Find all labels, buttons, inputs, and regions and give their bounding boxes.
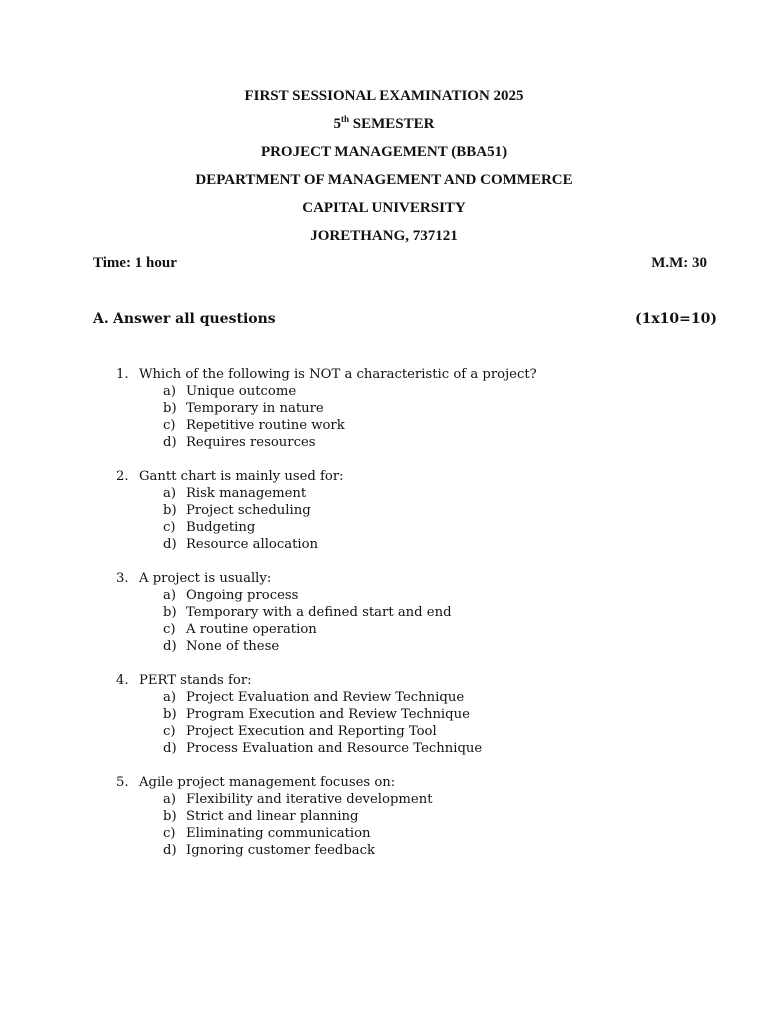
option-item [116, 621, 716, 638]
option-text: None of these [186, 639, 280, 654]
option-text: Unique outcome [186, 384, 297, 399]
option-item [116, 434, 716, 451]
question-stem [116, 366, 716, 383]
option-text: Resource allocation [186, 537, 319, 552]
option-letter: a) [163, 792, 177, 807]
option-letter: a) [163, 690, 177, 705]
university-name: CAPITAL UNIVERSITY [302, 200, 466, 216]
option-letter: d) [163, 741, 177, 756]
semester-superscript: th [341, 114, 350, 124]
question-number: 2. [116, 469, 129, 484]
exam-header [0, 86, 768, 254]
option-letter: c) [163, 418, 176, 433]
option-item [116, 638, 716, 655]
option-letter: b) [163, 401, 177, 416]
option-letter: a) [163, 588, 177, 603]
option-letter: c) [163, 826, 176, 841]
university-location: JORETHANG, 737121 [310, 228, 458, 244]
option-letter: c) [163, 520, 176, 535]
question-stem [116, 774, 716, 791]
option-text: A routine operation [186, 622, 317, 637]
question-number: 3. [116, 571, 129, 586]
option-item [116, 740, 716, 757]
option-item [116, 383, 716, 400]
question-item [116, 366, 716, 451]
option-letter: b) [163, 605, 177, 620]
section-letter: A. [93, 311, 109, 327]
question-list [116, 366, 716, 876]
course-title: PROJECT MANAGEMENT (BBA51) [260, 144, 508, 160]
exam-title: FIRST SESSIONAL EXAMINATION 2025 [244, 88, 524, 104]
question-item [116, 672, 716, 757]
option-text: Project scheduling [186, 503, 311, 518]
department-name: DEPARTMENT OF MANAGEMENT AND COMMERCE [195, 172, 573, 188]
question-text: Which of the following is NOT a characteristic of a project? [139, 367, 537, 382]
option-letter: d) [163, 435, 177, 450]
option-item [116, 808, 716, 825]
option-item [116, 400, 716, 417]
option-text: Eliminating communication [186, 826, 371, 841]
option-letter: a) [163, 486, 177, 501]
option-item [116, 587, 716, 604]
question-text: A project is usually: [139, 571, 272, 586]
question-stem [116, 468, 716, 485]
exam-time: Time: 1 hour [93, 255, 177, 271]
option-item [116, 502, 716, 519]
option-text: Temporary with a defined start and end [186, 605, 452, 620]
option-text: Flexibility and iterative development [186, 792, 433, 807]
question-stem [116, 570, 716, 587]
option-letter: b) [163, 707, 177, 722]
option-item [116, 689, 716, 706]
option-text: Process Evaluation and Resource Technique [186, 741, 483, 756]
question-text: Agile project management focuses on: [139, 775, 396, 790]
option-item [116, 485, 716, 502]
semester-text: SEMESTER [349, 116, 435, 132]
option-text: Temporary in nature [186, 401, 324, 416]
option-text: Budgeting [186, 520, 256, 535]
option-item [116, 825, 716, 842]
option-item [116, 706, 716, 723]
option-letter: c) [163, 724, 176, 739]
option-item [116, 842, 716, 859]
option-item [116, 519, 716, 536]
option-letter: d) [163, 639, 177, 654]
question-number: 5. [116, 775, 129, 790]
option-text: Repetitive routine work [186, 418, 345, 433]
option-letter: d) [163, 537, 177, 552]
option-text: Project Evaluation and Review Technique [186, 690, 465, 705]
question-number: 4. [116, 673, 129, 688]
question-stem [116, 672, 716, 689]
option-item [116, 791, 716, 808]
max-marks: M.M: 30 [651, 255, 707, 271]
question-text: Gantt chart is mainly used for: [139, 469, 344, 484]
option-letter: b) [163, 503, 177, 518]
option-text: Program Execution and Review Technique [186, 707, 470, 722]
question-item [116, 468, 716, 553]
section-title-group [93, 311, 276, 327]
semester-line [0, 114, 768, 142]
option-item [116, 723, 716, 740]
option-text: Ignoring customer feedback [186, 843, 376, 858]
option-item [116, 417, 716, 434]
option-letter: d) [163, 843, 177, 858]
question-number: 1. [116, 367, 129, 382]
semester-number: 5 [333, 116, 342, 132]
exam-meta-row [93, 255, 707, 272]
question-item [116, 570, 716, 655]
option-item [116, 536, 716, 553]
option-text: Project Execution and Reporting Tool [186, 724, 437, 739]
option-text: Risk management [186, 486, 307, 501]
option-item [116, 604, 716, 621]
option-letter: b) [163, 809, 177, 824]
section-title: Answer all questions [113, 311, 276, 327]
question-item [116, 774, 716, 859]
option-letter: c) [163, 622, 176, 637]
section-heading [93, 311, 717, 327]
option-text: Strict and linear planning [186, 809, 359, 824]
option-text: Ongoing process [186, 588, 299, 603]
option-letter: a) [163, 384, 177, 399]
section-marks: (1x10=10) [634, 311, 717, 327]
question-text: PERT stands for: [139, 673, 252, 688]
option-text: Requires resources [186, 435, 316, 450]
